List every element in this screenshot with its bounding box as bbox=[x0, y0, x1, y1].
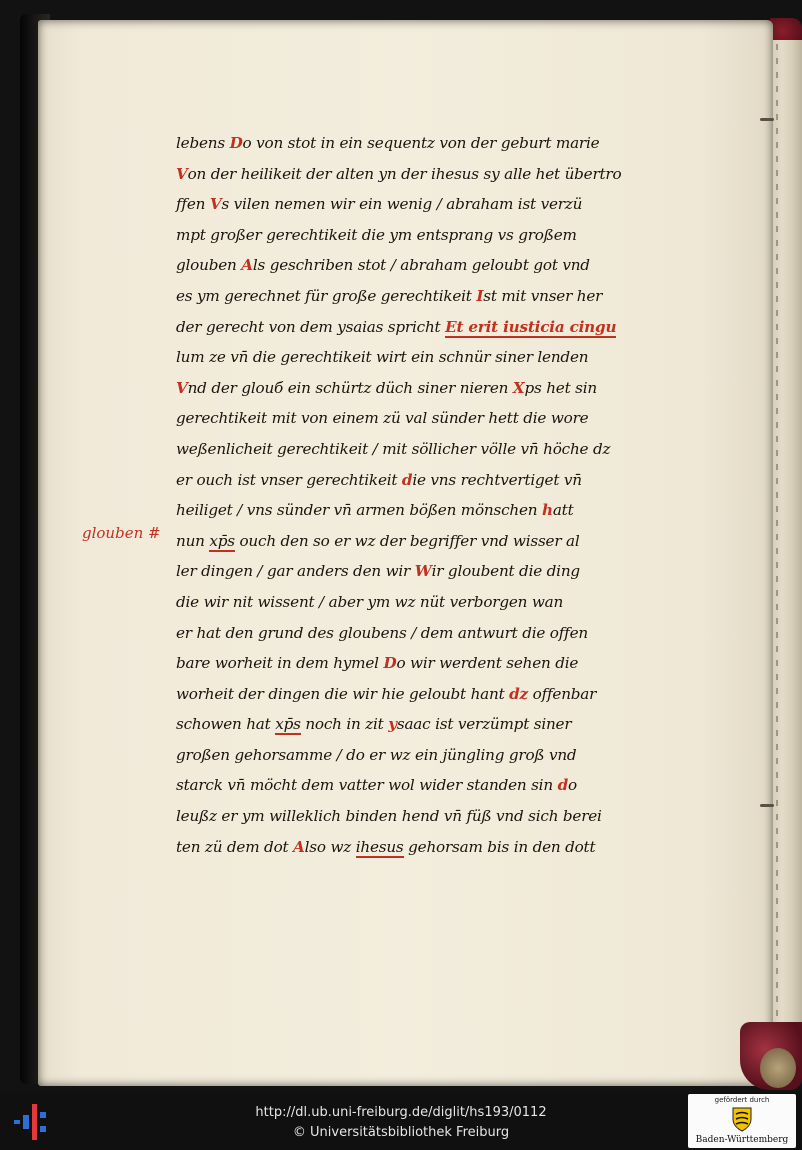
text-segment: s vilen nemen wir ein wenig / abraham ist verzü bbox=[221, 195, 583, 214]
text-segment: att bbox=[552, 501, 574, 520]
text-segment: mpt großer gerechtikeit die ym entsprang vs großem bbox=[176, 225, 577, 244]
text-segment: offenbar bbox=[528, 684, 597, 703]
manuscript-line bbox=[176, 740, 676, 771]
manuscript-line bbox=[176, 220, 676, 251]
manuscript-line bbox=[176, 648, 676, 679]
text-segment: ps het sin bbox=[524, 378, 597, 397]
manuscript-line bbox=[176, 128, 676, 159]
manuscript-line bbox=[176, 709, 676, 740]
text-segment: schowen hat bbox=[176, 715, 276, 734]
rubricated-initial: V bbox=[209, 195, 222, 214]
manuscript-line bbox=[176, 250, 676, 281]
rubricated-initial: W bbox=[414, 562, 432, 581]
text-segment: leußz er ym willeklich binden hend vn̄ füß vnd sich berei bbox=[176, 807, 602, 826]
text-segment: ie vns rechtvertiget vn̄ bbox=[412, 470, 582, 489]
text-segment: er hat den grund des gloubens / dem antwurt die offen bbox=[176, 623, 588, 642]
binding-corner-top bbox=[770, 18, 802, 40]
text-segment: xp̄s bbox=[209, 531, 235, 550]
text-segment: es ym gerechnet für große gerechtikeit bbox=[176, 286, 477, 305]
viewer-footer bbox=[0, 1092, 802, 1150]
text-segment: saac ist verzümpt siner bbox=[396, 715, 572, 734]
rubricated-initial: X bbox=[512, 378, 525, 397]
sewing-mark bbox=[760, 118, 774, 121]
margin-note: glouben # bbox=[82, 524, 161, 542]
text-segment: lso wz bbox=[304, 837, 356, 856]
manuscript-line bbox=[176, 373, 676, 404]
manuscript-line bbox=[176, 281, 676, 312]
text-segment: ir gloubent die ding bbox=[431, 562, 580, 581]
rubricated-initial: d bbox=[401, 470, 413, 489]
rubricated-initial: y bbox=[388, 715, 397, 734]
manuscript-line bbox=[176, 403, 676, 434]
rubricated-initial: Et erit iusticia cingu bbox=[445, 317, 617, 336]
text-segment: ouch den so er wz der begriffer vnd wisser al bbox=[234, 531, 580, 550]
manuscript-line bbox=[176, 832, 676, 863]
text-segment: starck vn̄ möcht dem vatter wol wider standen sin bbox=[176, 776, 558, 795]
rubricated-initial: d bbox=[557, 776, 568, 795]
text-segment: ten zü dem dot bbox=[176, 837, 294, 856]
manuscript-text-block bbox=[176, 128, 676, 862]
rubricated-initial: D bbox=[383, 654, 397, 673]
text-segment: lum ze vn̄ die gerechtikeit wirt ein schnür siner lenden bbox=[176, 348, 589, 367]
baden-wuerttemberg-crest-icon bbox=[730, 1106, 754, 1132]
text-segment: gerechtikeit mit von einem zü val sünder hett die wore bbox=[176, 409, 589, 428]
manuscript-line bbox=[176, 495, 676, 526]
text-segment: ihesus bbox=[355, 837, 404, 856]
manuscript-line bbox=[176, 618, 676, 649]
text-segment: o bbox=[567, 776, 577, 795]
manuscript-line bbox=[176, 434, 676, 465]
rubricated-initial: A bbox=[293, 837, 305, 856]
rubricated-initial: V bbox=[176, 378, 188, 397]
rubricated-initial: D bbox=[229, 134, 243, 152]
copyright-notice: © Universitätsbibliothek Freiburg bbox=[292, 1125, 510, 1140]
manuscript-line bbox=[176, 465, 676, 496]
text-segment: er ouch ist vnser gerechtikeit bbox=[176, 470, 402, 489]
text-segment: worheit der dingen die wir hie geloubt hant bbox=[176, 684, 510, 703]
text-segment: o von stot in ein sequentz von der geburt marie bbox=[242, 134, 600, 152]
funding-badge[interactable] bbox=[688, 1094, 796, 1148]
binding-tab bbox=[760, 1048, 796, 1088]
manuscript-line bbox=[176, 801, 676, 832]
text-segment: die wir nit wissent / aber ym wz nüt verborgen wan bbox=[176, 592, 564, 611]
manuscript-line bbox=[176, 556, 676, 587]
rubricated-initial: V bbox=[176, 164, 188, 183]
sewing-mark bbox=[760, 804, 774, 807]
text-segment: on der heilikeit der alten yn der ihesus sy alle het übertro bbox=[187, 164, 622, 183]
manuscript-line bbox=[176, 189, 676, 220]
text-segment: nd der glouб ein schürtz düch siner nieren bbox=[187, 378, 513, 397]
manuscript-line bbox=[176, 679, 676, 710]
text-segment: nun bbox=[176, 531, 210, 550]
text-segment: st mit vnser her bbox=[483, 286, 603, 305]
manuscript-line bbox=[176, 526, 676, 557]
manuscript-line bbox=[176, 342, 676, 373]
rubricated-initial: h bbox=[541, 501, 553, 520]
permalink-url[interactable]: http://dl.ub.uni-freiburg.de/diglit/hs193/0112 bbox=[255, 1105, 547, 1120]
rubricated-initial: dz bbox=[509, 684, 528, 703]
manuscript-line bbox=[176, 159, 676, 190]
text-segment: ls geschriben stot / abraham geloubt got vnd bbox=[252, 256, 590, 275]
text-segment: bare worheit in dem hymel bbox=[176, 654, 384, 673]
manuscript-line bbox=[176, 312, 676, 343]
text-segment: lebens bbox=[176, 134, 230, 152]
text-segment: glouben bbox=[176, 256, 242, 275]
rubricated-initial: I bbox=[476, 286, 484, 305]
manuscript-line bbox=[176, 770, 676, 801]
funding-name: Baden-Württemberg bbox=[695, 1135, 789, 1145]
text-segment: heiliget / vns sünder vn̄ armen bößen mönschen bbox=[176, 501, 542, 520]
text-segment: xp̄s bbox=[275, 715, 301, 734]
text-segment: o wir werdent sehen die bbox=[396, 654, 579, 673]
text-segment: gehorsam bis in den dott bbox=[403, 837, 596, 856]
text-segment: noch in zit bbox=[300, 715, 389, 734]
funding-label: gefördert durch bbox=[714, 1096, 770, 1104]
text-segment: großen gehorsamme / do er wz ein jüngling groß vnd bbox=[176, 745, 577, 764]
rubricated-initial: A bbox=[241, 256, 253, 275]
page-fore-edge bbox=[768, 30, 802, 1082]
text-segment: weßenlicheit gerechtikeit / mit söllicher völle vn̄ höche dz bbox=[176, 439, 611, 458]
text-segment: ffen bbox=[176, 195, 210, 214]
text-segment: der gerecht von dem ysaias spricht bbox=[176, 317, 446, 336]
manuscript-line bbox=[176, 587, 676, 618]
text-segment: ler dingen / gar anders den wir bbox=[176, 562, 415, 581]
